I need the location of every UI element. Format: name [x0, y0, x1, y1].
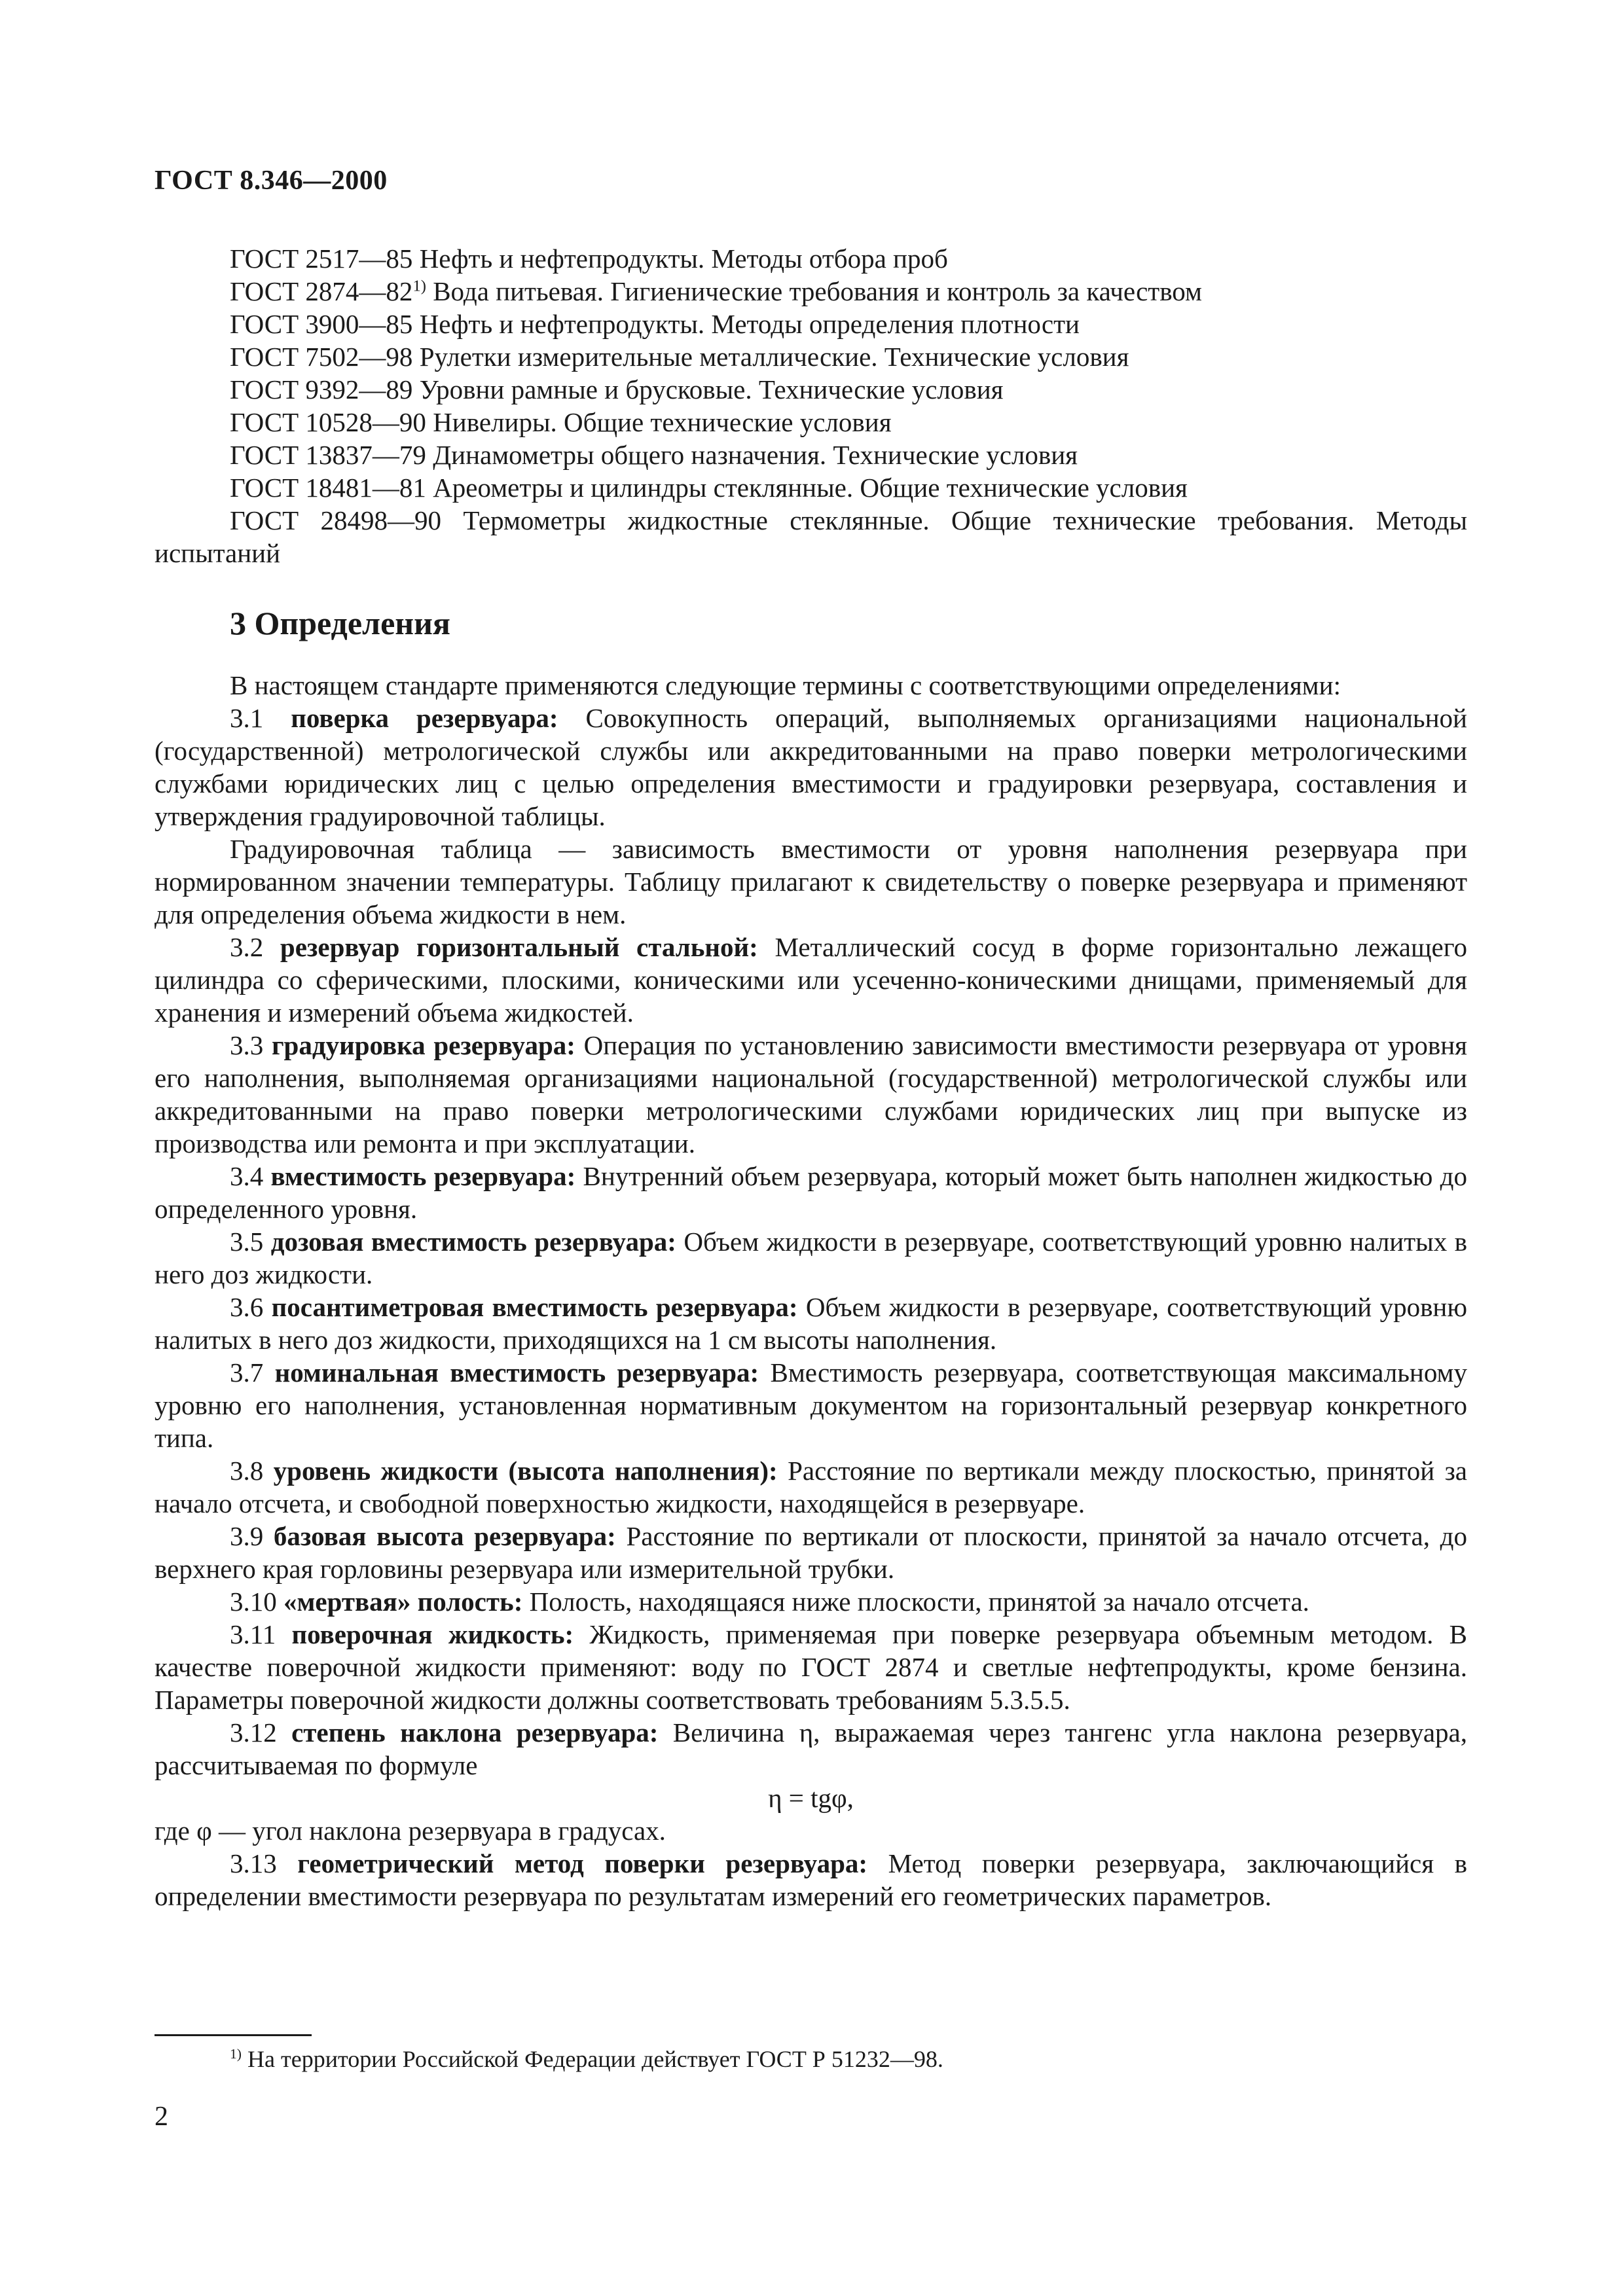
page-content — [155, 242, 1467, 1912]
footnote-mark: 1) — [412, 277, 426, 295]
reference-item: ГОСТ 18481—81 Ареометры и цилиндры стеклянные. Общие технические условия — [230, 473, 1188, 503]
footnote-mark: 1) — [230, 2046, 242, 2062]
reference-item: ГОСТ 13837—79 Динамометры общего назначения. Технические условия — [230, 440, 1078, 470]
definition-term: степень наклона резервуара: — [291, 1717, 659, 1748]
definition-term: резервуар горизонтальный стальной: — [280, 932, 758, 962]
page-number: 2 — [155, 2102, 168, 2132]
definition-item: 3.4 вместимость резервуара: Внутренний объем резервуара, который может быть наполнен жидкостью до определенного уровня. — [155, 1161, 1468, 1224]
definition-term: поверка резервуара: — [291, 703, 558, 733]
running-head: ГОСТ 8.346—2000 — [155, 166, 388, 196]
definition-term: градуировка резервуара: — [271, 1030, 575, 1060]
reference-item: ГОСТ 2517—85 Нефть и нефтепродукты. Методы отбора проб — [230, 243, 948, 274]
definition-term: дозовая вместимость резервуара: — [270, 1227, 676, 1257]
reference-item: ГОСТ 9392—89 Уровни рамные и брусковые. Технические условия — [230, 374, 1004, 404]
formula: η = tgφ, — [768, 1783, 854, 1813]
definition-term: посантиметровая вместимость резервуара: — [271, 1292, 798, 1322]
reference-item: ГОСТ 10528—90 Нивелиры. Общие технические условия — [230, 407, 892, 437]
section-intro: В настоящем стандарте применяются следующие термины с соответствующими определениями: — [230, 670, 1341, 700]
definition-item: 3.8 уровень жидкости (высота наполнения): Расстояние по вертикали между плоскостью, принятой за начало отсчета, и свободной поверхностью жидкости, находящейся в резервуаре. — [155, 1456, 1468, 1518]
definition-term: вместимость резервуара: — [270, 1161, 576, 1191]
definition-term: номинальная вместимость резервуара: — [274, 1357, 759, 1388]
definition-item: 3.3 градуировка резервуара: Операция по установлению зависимости вместимости резервуара от уровня его наполнения, выполняемая организациями национальной (государственной) метрологической службы или аккредитованными на право поверки метрологическими службами юридических лиц при выпуске из производства или ремонта и при эксплуатации. — [155, 1030, 1468, 1158]
definition-term: геометрический метод поверки резервуара: — [297, 1848, 868, 1878]
reference-item: ГОСТ 28498—90 Термометры жидкостные стеклянные. Общие технические требования. Методы испытаний — [155, 505, 1468, 568]
definition-item: 3.5 дозовая вместимость резервуара: Объем жидкости в резервуаре, соответствующий уровню налитых в него доз жидкости. — [155, 1227, 1468, 1289]
definition-item: 3.2 резервуар горизонтальный стальной: Металлический сосуд в форме горизонтально лежащего цилиндра со сферическими, плоскими, коническими или усеченно-коническими днищами, применяемый для хранения и измерений объема жидкостей. — [155, 932, 1468, 1028]
definition-item: 3.6 посантиметровая вместимость резервуара: Объем жидкости в резервуаре, соответствующий уровню налитых в него доз жидкости, приходящихся на 1 см высоты наполнения. — [155, 1292, 1468, 1355]
definition-term: поверочная жидкость: — [291, 1619, 574, 1649]
reference-item: ГОСТ 2874—82$^{1)}$ Вода питьевая. Гигиенические требования и контроль за качеством — [230, 276, 1202, 306]
formula-note: где φ — угол наклона резервуара в градусах. — [155, 1816, 666, 1846]
definition-term: уровень жидкости (высота наполнения): — [273, 1456, 778, 1486]
definition-item: 3.10 «мертвая» полость: Полость, находящаяся ниже плоскости, принятой за начало отсчета. — [230, 1587, 1309, 1617]
definition-item: 3.9 базовая высота резервуара: Расстояние по вертикали от плоскости, принятой за начало отсчета, до верхнего края горловины резервуара или измерительной трубки. — [155, 1521, 1468, 1584]
definition-item: 3.11 поверочная жидкость: Жидкость, применяемая при поверке резервуара объемным методом. В качестве поверочной жидкости применяют: воду по ГОСТ 2874 и светлые нефтепродукты, кроме бензина. Параметры поверочной жидкости должны соответствовать требованиям 5.3.5.5. — [155, 1619, 1468, 1715]
definitions-list — [155, 702, 1467, 1782]
references-list — [155, 242, 1467, 569]
reference-item: ГОСТ 7502—98 Рулетки измерительные металлические. Технические условия — [230, 342, 1129, 372]
definition-term: «мертвая» полость: — [283, 1587, 523, 1617]
definition-item: 3.7 номинальная вместимость резервуара: Вместимость резервуара, соответствующая максимальному уровню его наполнения, установленная нормативным документом на горизонтальный резервуар конкретного типа. — [155, 1357, 1468, 1453]
definition-item: 3.1 поверка резервуара: Совокупность операций, выполняемых организациями национальной (государственной) метрологической службы или аккредитованными на право поверки метрологическими службами юридических лиц с целью определения вместимости и градуировки резервуара, составления и утверждения градуировочной таблицы. — [155, 703, 1468, 831]
definition-item: 3.12 степень наклона резервуара: Величина η, выражаемая через тангенс угла наклона резервуара, рассчитываемая по формуле — [155, 1717, 1467, 1780]
reference-item: ГОСТ 3900—85 Нефть и нефтепродукты. Методы определения плотности — [230, 309, 1080, 339]
section-heading: 3 Определения — [230, 605, 450, 641]
definition-item: 3.13 геометрический метод поверки резервуара: Метод поверки резервуара, заключающийся в определении вместимости резервуара по результатам измерений его геометрических параметров. — [155, 1848, 1468, 1911]
footnote-divider — [155, 2034, 312, 2036]
definition-item: Градуировочная таблица — зависимость вместимости от уровня наполнения резервуара при нормированном значении температуры. Таблицу прилагают к свидетельству о поверке резервуара и применяют для определения объема жидкости в нем. — [155, 834, 1467, 929]
footnote: $^{1)}$ На территории Российской Федерации действует ГОСТ Р 51232—98. — [230, 2046, 943, 2072]
definition-term: базовая высота резервуара: — [273, 1521, 616, 1551]
